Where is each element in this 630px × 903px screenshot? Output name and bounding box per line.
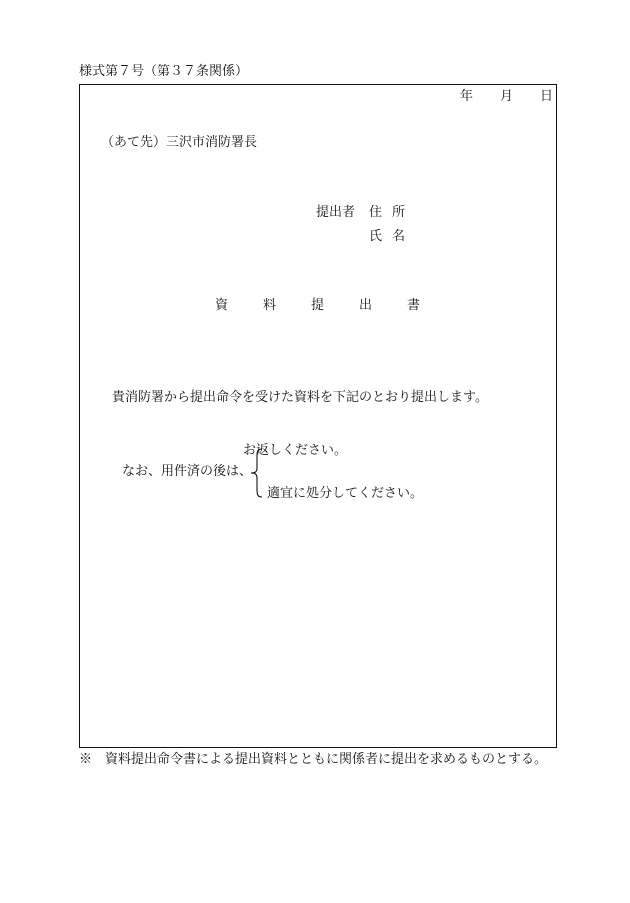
- document-title: 資料提出書: [215, 298, 456, 313]
- return-option: お返しください。: [243, 443, 348, 458]
- date-month-label: 月: [500, 89, 514, 104]
- date-year-label: 年: [460, 89, 474, 104]
- submitter-label: 提出者: [316, 205, 356, 220]
- dispose-option: 適宜に処分してください。: [267, 486, 424, 501]
- form-frame: [79, 84, 557, 748]
- address-label: 住所: [369, 205, 416, 220]
- form-number-label: 様式第７号（第３７条関係）: [79, 64, 249, 79]
- date-day-label: 日: [540, 89, 554, 104]
- body-text: 貴消防署から提出命令を受けた資料を下記のとおり提出します。: [112, 390, 488, 405]
- name-label: 氏名: [369, 229, 416, 244]
- addressee: （あて先）三沢市消防署長: [101, 135, 258, 150]
- note-prefix: なお、用件済の後は、: [122, 464, 253, 479]
- footnote: ※ 資料提出命令書による提出資料とともに関係者に提出を求めるものとする。: [79, 752, 548, 767]
- curly-brace-icon: [249, 448, 263, 498]
